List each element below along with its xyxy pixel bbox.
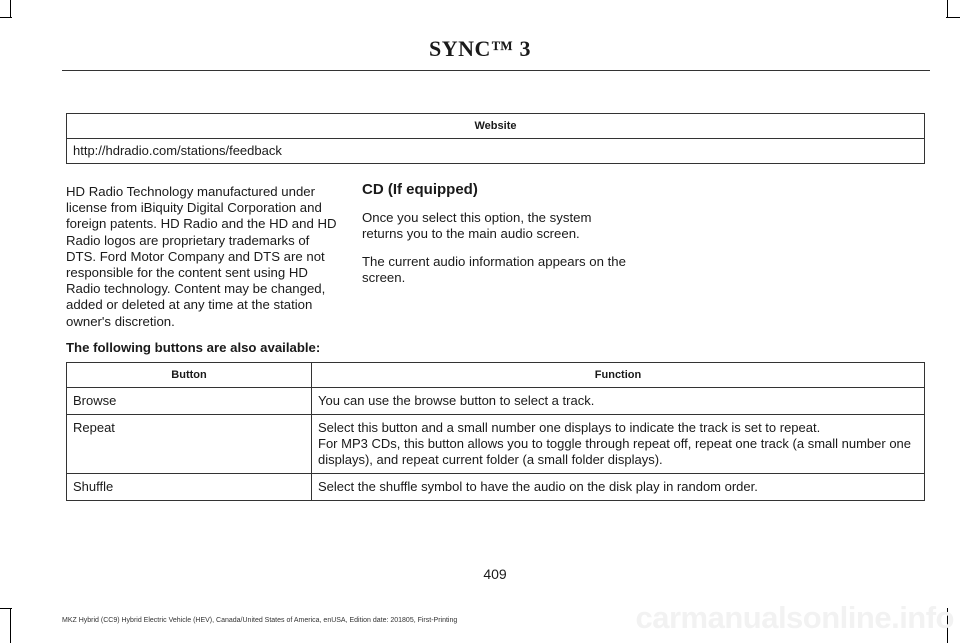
button-name: Repeat: [67, 415, 312, 474]
cd-section: [362, 182, 632, 297]
cd-paragraph: The current audio information appears on the screen.: [362, 253, 626, 285]
button-column-header: Button: [67, 363, 312, 388]
website-url[interactable]: http://hdradio.com/stations/feedback: [67, 139, 925, 164]
table-row: [67, 415, 925, 474]
crop-mark: [0, 17, 12, 18]
edition-footer: MKZ Hybrid (CC9) Hybrid Electric Vehicle (HEV), Canada/United States of America, enUSA, Edition date: 201805, First-Printing: [62, 617, 458, 624]
table-header-row: [67, 363, 925, 388]
crop-mark: [10, 608, 11, 643]
watermark: carmanualsonline.info: [635, 600, 954, 635]
button-function: [312, 415, 925, 474]
crop-mark: [10, 0, 11, 18]
function-text: Select the shuffle symbol to have the audio on the disk play in random order.: [318, 479, 758, 494]
crop-mark: [946, 17, 960, 18]
cd-paragraph: Once you select this option, the system returns you to the main audio screen.: [362, 210, 592, 242]
table-header-row: [67, 114, 925, 139]
table-row: [67, 139, 925, 164]
function-column-header: Function: [312, 363, 925, 388]
function-text: For MP3 CDs, this button allows you to toggle through repeat off, repeat one track (a small number one displays), and repeat current folder (a small folder displays).: [318, 436, 912, 467]
crop-mark: [0, 608, 12, 609]
button-function: [312, 388, 925, 415]
header-rule: [62, 70, 930, 71]
page-header-title: SYNC™ 3: [429, 36, 531, 61]
website-header: Website: [67, 114, 925, 139]
buttons-intro: The following buttons are also available:: [66, 340, 321, 355]
function-text: Select this button and a small number one displays to indicate the track is set to repeat.: [318, 420, 821, 435]
function-text: You can use the browse button to select a track.: [318, 393, 595, 408]
table-row: [67, 388, 925, 415]
buttons-table: [66, 362, 925, 501]
page-number: 409: [483, 566, 507, 582]
button-name: Shuffle: [67, 474, 312, 501]
cd-heading: CD (If equipped): [362, 181, 478, 198]
button-function: [312, 474, 925, 501]
button-name: Browse: [67, 388, 312, 415]
hd-radio-disclaimer: HD Radio Technology manufactured under license from iBiquity Digital Corporation and foreign patents. HD Radio and the HD and HD Radio logos are proprietary trademarks of DTS. Ford Motor Company and DTS are not responsible for the content sent using HD Radio technology. Content may be changed, added or deleted at any time at the station owner's discretion.: [66, 184, 337, 329]
website-table: [66, 113, 925, 164]
table-row: [67, 474, 925, 501]
crop-mark: [947, 0, 948, 18]
